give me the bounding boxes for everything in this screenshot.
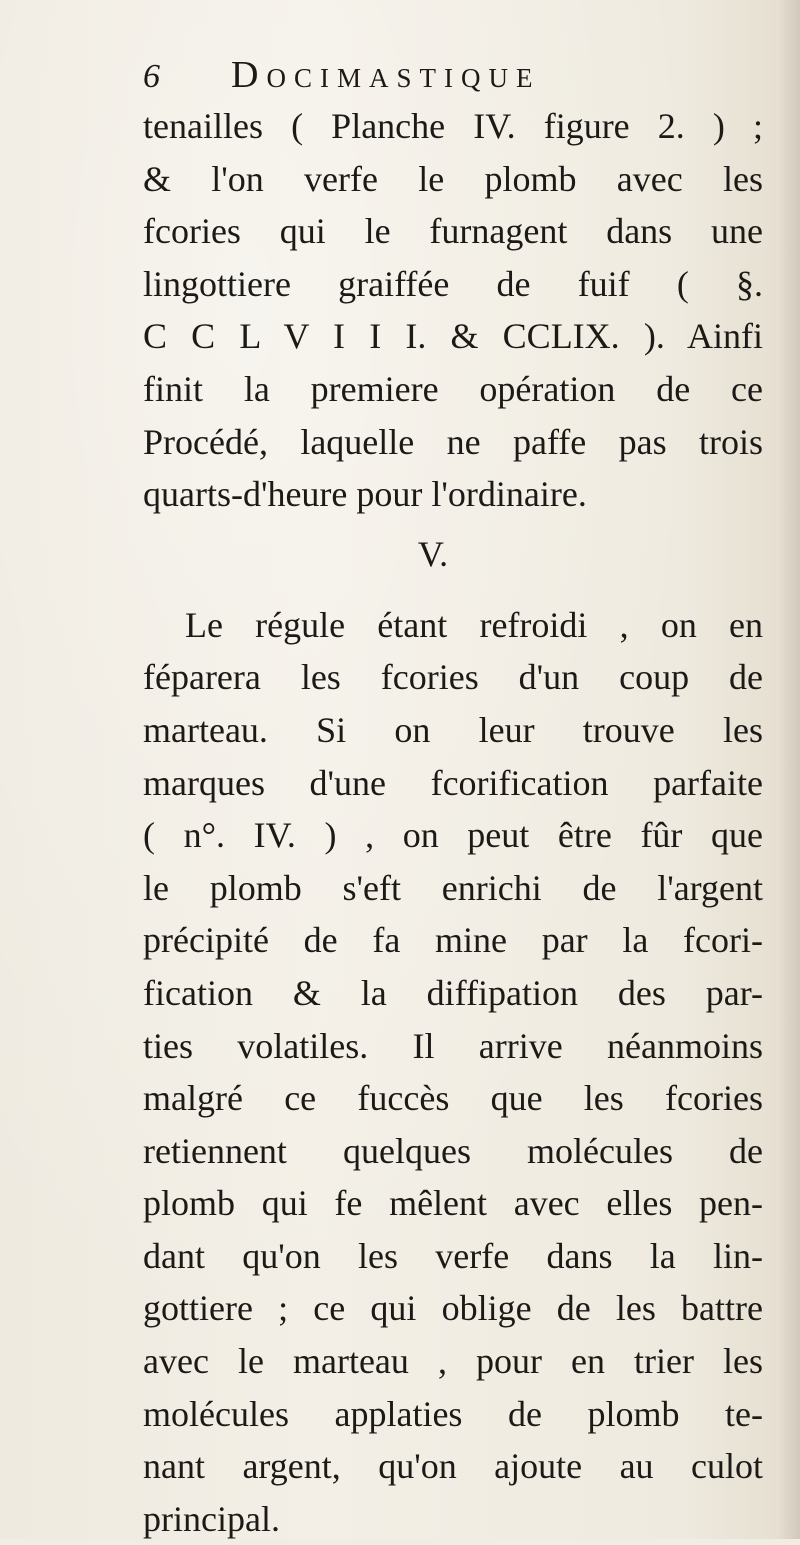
- page-number: 6: [143, 58, 160, 95]
- paragraph-2: [143, 599, 763, 1545]
- text-line: fcories qui le furnagent dans une: [143, 211, 763, 252]
- text-line: plomb qui fe mêlent avec elles pen-: [143, 1183, 763, 1224]
- paragraph-1: [143, 100, 763, 521]
- text-line: finit la premiere opération de ce: [143, 368, 763, 409]
- text-line: dant qu'on les verfe dans la lin-: [143, 1235, 763, 1276]
- text-line: retiennent quelques molécules de: [143, 1130, 763, 1171]
- text-line: nant argent, qu'on ajoute au culot: [143, 1446, 763, 1487]
- text-line: quarts-d'heure pour l'ordinaire.: [143, 474, 587, 515]
- text-line: ties volatiles. Il arrive néanmoins: [143, 1025, 763, 1066]
- text-line: fication & la diffipation des par-: [143, 972, 763, 1013]
- section-gap: [143, 587, 763, 599]
- text-line: molécules applaties de plomb te-: [143, 1393, 763, 1434]
- text-line: tenailles ( Planche IV. figure 2. ) ;: [143, 106, 763, 146]
- text-line: malgré ce fuccès que les fcories: [143, 1078, 763, 1119]
- text-line: principal.: [143, 1498, 280, 1539]
- text-line: C C L V I I I. & CCLIX. ). Ainfi: [143, 316, 763, 357]
- text-block: [143, 100, 763, 1545]
- text-line: lingottiere graiffée de fuif ( §.: [143, 263, 763, 304]
- text-line: gottiere ; ce qui oblige de les battre: [143, 1288, 763, 1329]
- section-number: V.: [417, 533, 449, 574]
- text-line: marteau. Si on leur trouve les: [143, 709, 763, 750]
- text-line: avec le marteau , pour en trier les: [143, 1341, 763, 1382]
- text-line: féparera les fcories d'un coup de: [143, 657, 763, 698]
- running-title: Docimastique: [231, 54, 541, 96]
- text-line: ( n°. IV. ) , on peut être fûr que: [143, 815, 763, 856]
- text-line: Procédé, laquelle ne paffe pas trois: [143, 421, 763, 462]
- text-line: précipité de fa mine par la fcori-: [143, 920, 763, 961]
- text-line: le plomb s'eft enrichi de l'argent: [143, 867, 763, 908]
- text-line: Le régule étant refroidi , on en: [185, 604, 763, 645]
- running-head: [143, 50, 663, 100]
- page-edge-shadow: [778, 0, 800, 1539]
- text-line: & l'on verfe le plomb avec les: [143, 158, 763, 199]
- text-line: marques d'une fcorification parfaite: [143, 762, 763, 803]
